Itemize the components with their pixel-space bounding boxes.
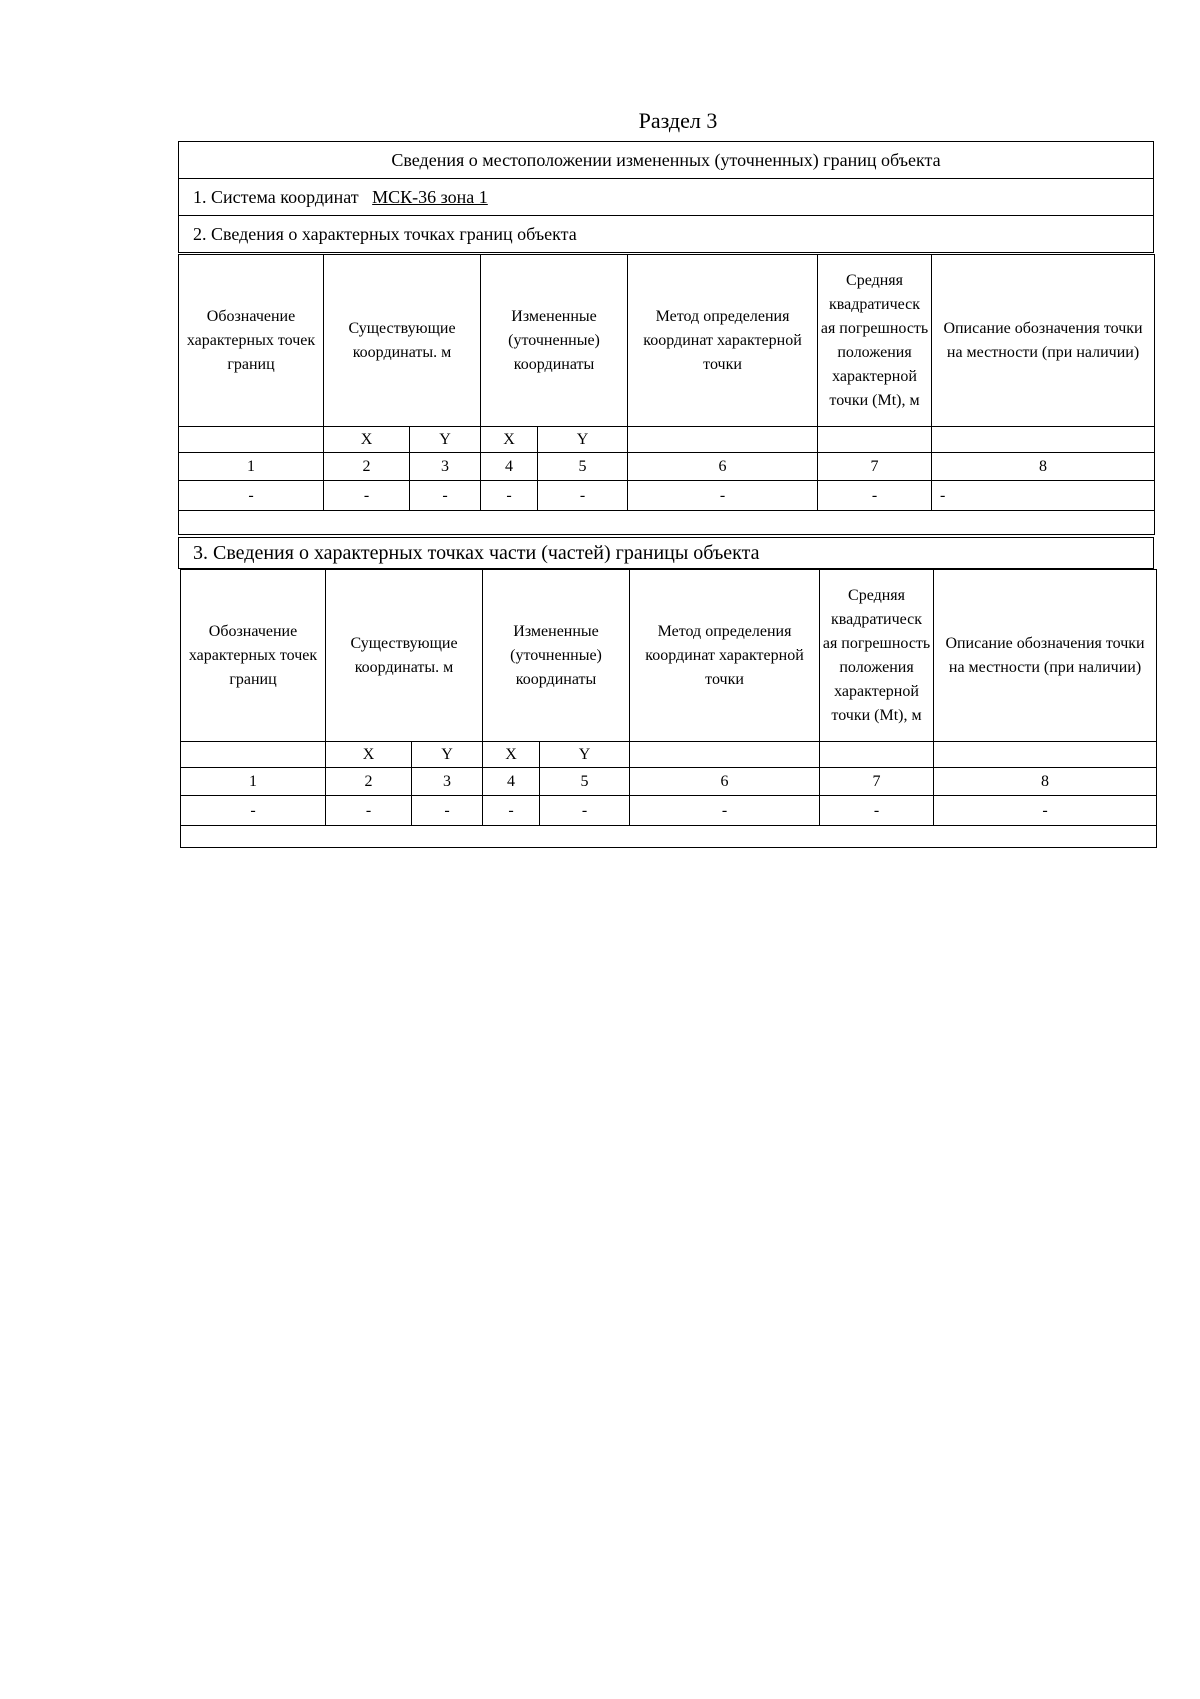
column-number: 4: [483, 768, 540, 796]
empty-cell: [628, 427, 818, 453]
column-number: 5: [540, 768, 630, 796]
column-number: 3: [410, 453, 481, 481]
header-row: Сведения о местоположении измененных (уточненных) границ объекта: [178, 141, 1154, 179]
y-label: Y: [540, 742, 630, 768]
col-header-existing-coords: Существующие координаты. м: [326, 570, 483, 742]
col-header-changed-coords: Измененные (уточненные) координаты: [483, 570, 630, 742]
empty-cell: [181, 742, 326, 768]
table-cell: -: [630, 796, 820, 826]
column-number: 6: [630, 768, 820, 796]
y-label: Y: [410, 427, 481, 453]
empty-cell: [934, 742, 1157, 768]
column-number: 3: [412, 768, 483, 796]
table-cell: -: [326, 796, 412, 826]
table-cell: -: [820, 796, 934, 826]
empty-cell: [932, 427, 1155, 453]
table-boundary-points: [178, 254, 1155, 535]
x-label: X: [483, 742, 540, 768]
x-label: X: [324, 427, 410, 453]
column-number: 5: [538, 453, 628, 481]
block2-title: 2. Сведения о характерных точках границ объекта: [178, 215, 1154, 253]
column-number: 1: [181, 768, 326, 796]
column-number: 1: [179, 453, 324, 481]
x-label: X: [481, 427, 538, 453]
block3-title: 3. Сведения о характерных точках части (частей) границы объекта: [178, 537, 1154, 569]
col-header-description: Описание обозначения точки на местности (при наличии): [932, 255, 1155, 427]
empty-cell: [820, 742, 934, 768]
table-cell: -: [932, 481, 1155, 511]
empty-cell: [818, 427, 932, 453]
y-label: Y: [538, 427, 628, 453]
empty-cell: [630, 742, 820, 768]
table-cell: -: [412, 796, 483, 826]
table-cell: -: [324, 481, 410, 511]
empty-cell: [179, 427, 324, 453]
table-cell: -: [540, 796, 630, 826]
coord-system-label: 1. Система координат: [193, 187, 359, 207]
column-number: 2: [326, 768, 412, 796]
col-header-existing-coords: Существующие координаты. м: [324, 255, 481, 427]
table-cell: -: [934, 796, 1157, 826]
table-cell: -: [483, 796, 540, 826]
x-label: X: [326, 742, 412, 768]
col-header-changed-coords: Измененные (уточненные) координаты: [481, 255, 628, 427]
col-header-point-designation: Обозначение характерных точек границ: [179, 255, 324, 427]
col-header-description: Описание обозначения точки на местности (при наличии): [934, 570, 1157, 742]
column-number: 8: [932, 453, 1155, 481]
section-title: Раздел 3: [638, 108, 718, 133]
table-cell: -: [818, 481, 932, 511]
table-cell: -: [410, 481, 481, 511]
column-number: 2: [324, 453, 410, 481]
table-cell: -: [628, 481, 818, 511]
col-header-mean-error: Средняя квадратическ ая погрешность положения характерной точки (Mt), м: [818, 255, 932, 427]
table-cell: -: [538, 481, 628, 511]
empty-row: [181, 826, 1157, 848]
col-header-point-designation: Обозначение характерных точек границ: [181, 570, 326, 742]
column-number: 6: [628, 453, 818, 481]
table-cell: -: [481, 481, 538, 511]
table-cell: -: [181, 796, 326, 826]
column-number: 7: [818, 453, 932, 481]
col-header-method: Метод определения координат характерной точки: [628, 255, 818, 427]
column-number: 7: [820, 768, 934, 796]
table-cell: -: [179, 481, 324, 511]
coord-system-row: [178, 178, 1154, 216]
col-header-mean-error: Средняя квадратическ ая погрешность положения характерной точки (Mt), м: [820, 570, 934, 742]
column-number: 4: [481, 453, 538, 481]
empty-row: [179, 511, 1155, 535]
col-header-method: Метод определения координат характерной точки: [630, 570, 820, 742]
column-number: 8: [934, 768, 1157, 796]
table-part-boundary-points: [180, 569, 1157, 848]
coord-system-value: МСК-36 зона 1: [372, 187, 488, 207]
y-label: Y: [412, 742, 483, 768]
